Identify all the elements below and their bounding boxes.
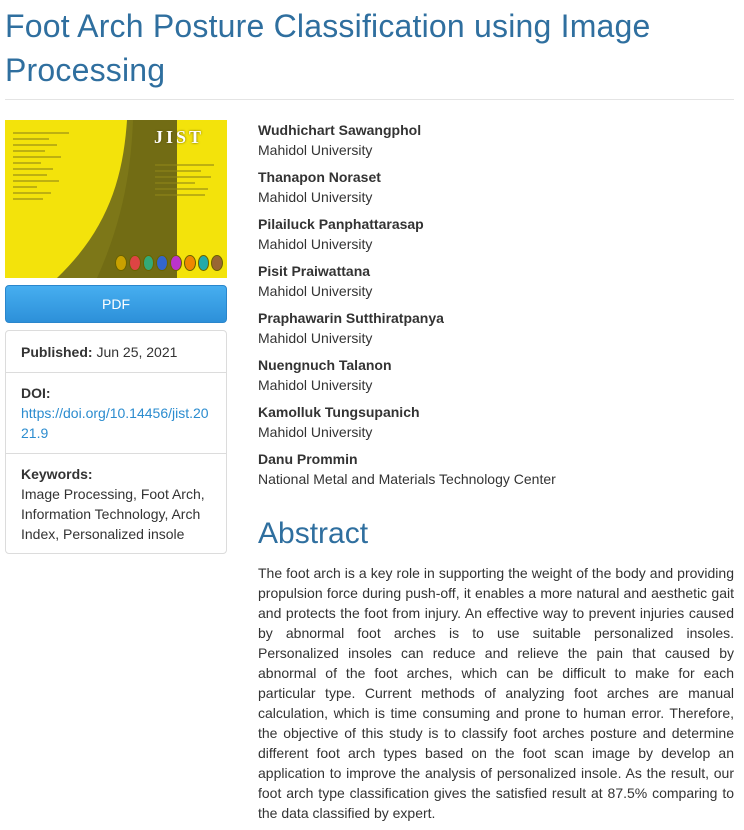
article-meta-box	[5, 330, 227, 554]
published-section	[6, 342, 226, 362]
meta-divider	[6, 372, 226, 373]
cover-partner-logos	[115, 255, 223, 273]
author-entry	[258, 308, 444, 348]
author-name: Pilailuck Panphattarasap	[258, 216, 424, 232]
abstract-text: The foot arch is a key role in supporting the weight of the body and providing propulsion force during push-off, it enables a more natural and aesthetic gait and protects the foot from injury. An effective way to prevent injuries caused by abnormal foot arches is to use suitable personalized insoles. Personalized insoles can reduce and relieve the pain that caused by abnormal of the foot arches, which can be difficult to make for each particular type. Current methods of analyzing foot arches are manual calculation, which is time consuming and prone to human error. Therefore, the objective of this study is to classify foot arches posture and determine different foot arch types based on the foot scan image by develop an application to improve the analysis of personalized insole. As the result, our foot arch type classification gives the satisfied result at 87.5% comparing to the data classified by expert.	[258, 565, 734, 821]
abstract-heading: Abstract	[258, 517, 369, 550]
keywords-list: Image Processing, Foot Arch, Information Technology, Arch Index, Personalized insole	[21, 486, 205, 542]
author-affiliation: Mahidol University	[258, 283, 373, 299]
doi-section	[6, 383, 226, 443]
cover-side-lines	[155, 160, 221, 200]
author-entry	[258, 449, 556, 489]
author-entry	[258, 167, 381, 207]
author-affiliation: Mahidol University	[258, 424, 373, 440]
author-name: Nuengnuch Talanon	[258, 357, 392, 373]
author-entry	[258, 261, 372, 301]
author-entry	[258, 214, 424, 254]
meta-divider	[6, 453, 226, 454]
author-name: Thanapon Noraset	[258, 169, 381, 185]
published-date: Jun 25, 2021	[96, 344, 178, 360]
author-name: Wudhichart Sawangphol	[258, 122, 422, 138]
author-name: Praphawarin Sutthiratpanya	[258, 310, 444, 326]
author-affiliation: Mahidol University	[258, 142, 373, 158]
author-affiliation: National Metal and Materials Technology Center	[258, 471, 556, 487]
author-affiliation: Mahidol University	[258, 377, 373, 393]
author-name: Pisit Praiwattana	[258, 263, 371, 279]
title-divider	[5, 99, 734, 100]
author-affiliation: Mahidol University	[258, 330, 373, 346]
author-affiliation: Mahidol University	[258, 189, 373, 205]
cover-journal-logo: JIST	[153, 127, 205, 147]
doi-label: DOI:	[21, 385, 51, 401]
author-name: Kamolluk Tungsupanich	[258, 404, 420, 420]
journal-cover-image	[5, 120, 227, 278]
published-label: Published:	[21, 344, 93, 360]
author-name: Danu Prommin	[258, 451, 358, 467]
article-title: Foot Arch Posture Classification using Image Processing	[5, 8, 651, 88]
author-affiliation: Mahidol University	[258, 236, 373, 252]
author-entry	[258, 355, 392, 395]
cover-text-lines	[13, 128, 93, 204]
doi-link[interactable]: https://doi.org/10.14456/jist.2021.9	[21, 405, 209, 441]
keywords-label: Keywords:	[21, 466, 93, 482]
keywords-section	[6, 464, 226, 544]
pdf-download-button[interactable]: PDF	[5, 285, 227, 323]
author-entry	[258, 120, 421, 160]
author-entry	[258, 402, 420, 442]
